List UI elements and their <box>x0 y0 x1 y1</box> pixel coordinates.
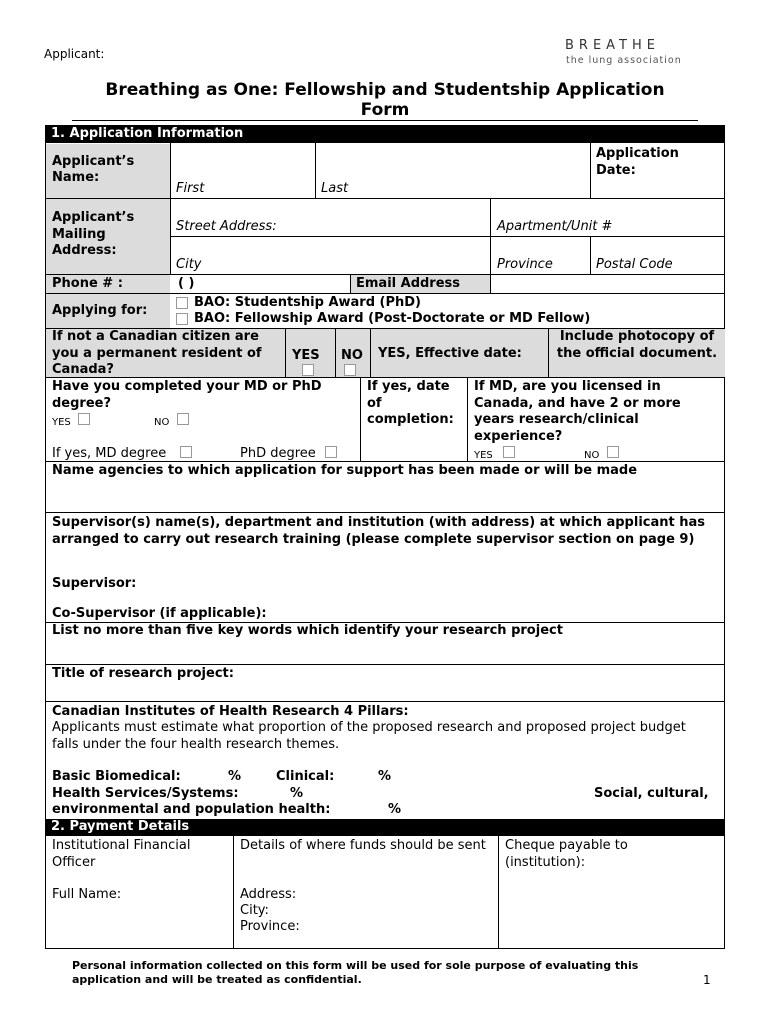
pillars-text: Applicants must estimate what proportion of the proposed research and proposed project budget falls under the four health research themes. <box>52 720 686 752</box>
name-label <box>52 154 152 186</box>
md-degree-checkbox[interactable] <box>180 446 192 458</box>
mailing-label: Applicant’s Mailing Address: <box>52 210 135 258</box>
studentship-option: BAO: Studentship Award (PhD) <box>194 295 421 310</box>
full-name-label[interactable]: Full Name: <box>52 887 122 902</box>
fellowship-option: BAO: Fellowship Award (Post-Doctorate or MD Fellow) <box>194 311 591 326</box>
form-title <box>60 80 710 120</box>
form-title-line1: Breathing as One: Fellowship and Studentship Application <box>105 80 665 100</box>
degree-question: Have you completed your MD or PhD degree? <box>52 379 322 411</box>
md-degree-label: If yes, MD degree <box>52 446 167 461</box>
financial-officer-label: Institutional Financial Officer <box>52 838 191 870</box>
section1-heading: 1. Application Information <box>51 126 244 141</box>
effective-date-label[interactable]: YES, Effective date: <box>378 346 522 361</box>
pillars-heading: Canadian Institutes of Health Research 4 Pillars: <box>52 704 409 719</box>
name-label-text: Applicant’s Name: <box>52 154 135 185</box>
payment-province-label[interactable]: Province: <box>240 919 300 934</box>
keywords-label[interactable]: List no more than five key words which identify your research project <box>52 623 563 638</box>
agencies-label[interactable]: Name agencies to which application for support has been made or will be made <box>52 463 638 478</box>
page-number: 1 <box>703 973 711 987</box>
apartment-field[interactable]: Apartment/Unit # <box>497 219 613 234</box>
research-title-label[interactable]: Title of research project: <box>52 666 234 681</box>
supervisor-label[interactable]: Supervisor: <box>52 576 137 591</box>
licensed-no-checkbox[interactable] <box>607 446 619 458</box>
city-field[interactable]: City <box>176 257 202 272</box>
degree-no-label: NO <box>154 417 170 428</box>
section2-heading: 2. Payment Details <box>51 819 190 834</box>
completion-date-label[interactable]: If yes, date of completion: <box>367 379 454 427</box>
privacy-note: Personal information collected on this form will be used for sole purpose of evaluating this application and will be treated as confidential. <box>72 959 639 986</box>
citizen-no-label: NO <box>341 348 363 363</box>
postal-code-field[interactable]: Postal Code <box>596 257 673 272</box>
cosupervisor-label[interactable]: Co-Supervisor (if applicable): <box>52 606 267 621</box>
logo <box>565 38 660 54</box>
licensed-yes-checkbox[interactable] <box>503 446 515 458</box>
citizen-yes-checkbox[interactable] <box>302 364 314 376</box>
degree-no-checkbox[interactable] <box>177 413 189 425</box>
payment-city-label[interactable]: City: <box>240 903 269 918</box>
photocopy-note: Include photocopy of the official document. <box>556 329 718 361</box>
funds-details-label: Details of where funds should be sent <box>240 838 486 853</box>
basic-biomedical-pct[interactable]: % <box>228 769 242 784</box>
citizen-yes-label: YES <box>292 348 320 363</box>
section1-heading-bar <box>45 125 725 143</box>
clinical-pct[interactable]: % <box>378 769 392 784</box>
applying-label: Applying for: <box>52 303 148 318</box>
environmental-pct[interactable]: % <box>388 802 402 817</box>
logo-sub: the lung association <box>566 55 682 66</box>
basic-biomedical-label: Basic Biomedical: <box>52 769 181 784</box>
studentship-checkbox[interactable] <box>176 297 188 309</box>
degree-yes-checkbox[interactable] <box>78 413 90 425</box>
supervisor-instructions: Supervisor(s) name(s), department and institution (with address) at which applicant has arranged to carry out research training (please complete supervisor section on page 9) <box>52 515 706 547</box>
first-name-field[interactable]: First <box>176 181 205 196</box>
environmental-label: environmental and population health: <box>52 802 331 817</box>
citizen-no-checkbox[interactable] <box>344 364 356 376</box>
clinical-label: Clinical: <box>276 769 335 784</box>
health-services-pct[interactable]: % <box>290 786 304 801</box>
fellowship-checkbox[interactable] <box>176 313 188 325</box>
address-label[interactable]: Address: <box>240 887 297 902</box>
social-cultural-label: Social, cultural, <box>594 786 709 801</box>
phone-field[interactable]: ( ) <box>178 276 195 291</box>
phd-degree-checkbox[interactable] <box>325 446 337 458</box>
form-title-line2: Form <box>360 100 410 120</box>
health-services-label: Health Services/Systems: <box>52 786 239 801</box>
applicant-header-label: Applicant: <box>44 47 105 61</box>
logo-main: BREATHE <box>565 38 660 53</box>
application-date-label[interactable]: Application Date: <box>596 146 679 178</box>
degree-yes-label: YES <box>52 417 71 428</box>
last-name-field[interactable]: Last <box>321 181 349 196</box>
phone-label: Phone # : <box>52 276 123 291</box>
street-address-field[interactable]: Street Address: <box>176 219 277 234</box>
phd-degree-label: PhD degree <box>240 446 316 461</box>
section2-heading-bar <box>45 819 725 836</box>
cheque-payable-label[interactable]: Cheque payable to (institution): <box>505 838 628 870</box>
email-label: Email Address <box>356 276 461 291</box>
md-licensed-question: If MD, are you licensed in Canada, and have 2 or more years research/clinical experience? <box>474 379 681 444</box>
province-field[interactable]: Province <box>497 257 553 272</box>
licensed-no-label: NO <box>584 450 600 461</box>
licensed-yes-label: YES <box>474 450 493 461</box>
email-field[interactable] <box>491 275 724 292</box>
citizenship-question: If not a Canadian citizen are you a permanent resident of Canada? <box>52 329 262 377</box>
